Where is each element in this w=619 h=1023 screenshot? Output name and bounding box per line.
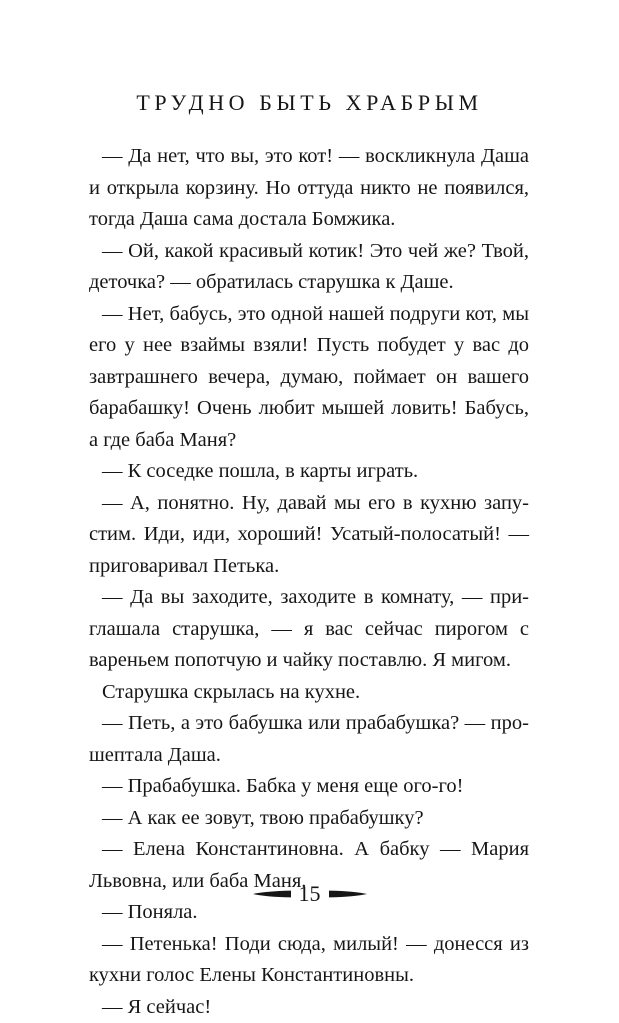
paragraph: — А как ее зовут, твою прабабушку? xyxy=(89,803,529,835)
paragraph: — А, понятно. Ну, давай мы его в кухню запустим. Иди, иди, хороший! Усатый-полосатый! — приговаривал Петька. xyxy=(89,488,529,583)
page-number: 15 xyxy=(299,880,321,908)
paragraph: — Петь, а это бабушка или прабабушка? — прошептала Даша. xyxy=(89,708,529,771)
paragraph: — Ой, какой красивый котик! Это чей же? Твой, деточка? — обратилась старушка к Даше. xyxy=(89,236,529,299)
paragraph: — Да вы заходите, заходите в комнату, — приглашала старушка, — я вас сейчас пирогом с вареньем попотчую и чайку поставлю. Я мигом. xyxy=(89,582,529,677)
paragraph: — Елена Константиновна. А бабку — Мария Львовна, или баба Маня. xyxy=(89,834,529,897)
right-ornament-icon xyxy=(329,890,367,898)
paragraph: — Я сейчас! xyxy=(89,992,529,1023)
running-head: ТРУДНО БЫТЬ ХРАБРЫМ xyxy=(0,88,619,118)
paragraph: — Нет, бабусь, это одной нашей подруги кот, мы его у нее взаймы взяли! Пусть побудет у вас до завтрашнего вечера, думаю, поймает он вашего барабашку! Очень любит мышей ловить! Бабусь, а где баба Маня? xyxy=(89,299,529,457)
paragraph: — Да нет, что вы, это кот! — воскликнула Даша и открыла корзину. Но оттуда никто не появился, тогда Даша сама достала Бомжика. xyxy=(89,141,529,236)
left-ornament-icon xyxy=(253,890,291,898)
paragraph: — К соседке пошла, в карты играть. xyxy=(89,456,529,488)
page-footer xyxy=(0,880,619,908)
paragraph: — Петенька! Поди сюда, милый! — донесся из кухни голос Елены Константиновны. xyxy=(89,929,529,992)
paragraph: Старушка скрылась на кухне. xyxy=(89,677,529,709)
paragraph: — Прабабушка. Бабка у меня еще ого-го! xyxy=(89,771,529,803)
paragraph: — Поняла. xyxy=(89,897,529,929)
